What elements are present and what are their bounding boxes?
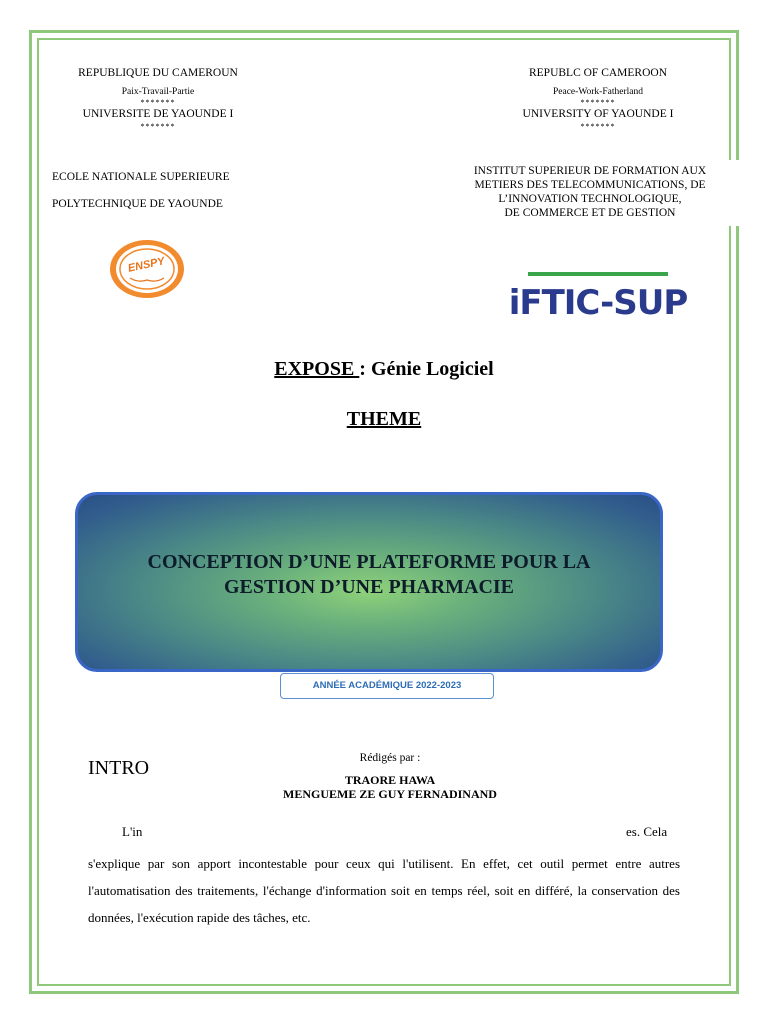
institute-line-1: INSTITUT SUPERIEUR DE FORMATION AUX	[473, 165, 707, 177]
separator: *******	[140, 122, 176, 131]
header-left	[40, 66, 276, 131]
enspy-logo	[108, 238, 186, 300]
theme-heading: THEME	[346, 408, 422, 430]
authors-block	[160, 745, 620, 801]
institute-name	[440, 160, 740, 226]
intro-heading: INTRO	[88, 757, 150, 779]
motto-en: Peace-Work-Fatherland	[553, 87, 643, 97]
academic-year-badge: ANNÉE ACADÉMIQUE 2022-2023	[280, 673, 494, 699]
title-line-1: CONCEPTION D’UNE PLATEFORME POUR LA	[147, 551, 591, 573]
expose-label: EXPOSE	[274, 358, 360, 380]
enspy-logo-text: ENSPY	[126, 255, 166, 275]
school-line-2: POLYTECHNIQUE DE YAOUNDE	[52, 198, 223, 210]
intro-paragraph: s'explique par son apport incontestable pour ceux qui l'utilisent. En effet, cet outil permet entre autres l'automatisation des traitements, l'échange d'information soit en temps réel, soit en différé, la conservation des données, l'exécution rapide des tâches, etc.	[88, 856, 680, 925]
country-en: REPUBLC OF CAMEROON	[528, 67, 668, 79]
paragraph-end: es. Cela	[626, 824, 668, 839]
expose-subject: : Génie Logiciel	[359, 358, 494, 380]
institute-line-4: DE COMMERCE ET DE GESTION	[504, 207, 676, 219]
title-box	[75, 492, 663, 672]
title-line-2: GESTION D’UNE PHARMACIE	[223, 576, 515, 598]
author-name-1: TRAORE HAWA	[344, 773, 436, 787]
separator: *******	[580, 122, 616, 131]
separator: *******	[580, 98, 616, 107]
expose-heading	[0, 358, 768, 381]
school-line-1: ECOLE NATIONALE SUPERIEURE	[52, 171, 230, 183]
motto-fr: Paix-Travail-Partie	[121, 87, 195, 97]
institute-line-3: L’INNOVATION TECHNOLOGIQUE,	[498, 193, 682, 205]
separator: *******	[140, 98, 176, 107]
university-fr: UNIVERSITE DE YAOUNDE I	[82, 108, 234, 120]
iftic-logo-text: iFTIC-SUP	[508, 283, 688, 323]
paragraph-start: L'in	[122, 824, 143, 839]
iftic-sup-logo	[508, 270, 688, 323]
university-en: UNIVERSITY OF YAOUNDE I	[522, 108, 674, 120]
author-name-2: MENGUEME ZE GUY FERNADINAND	[283, 787, 497, 801]
school-name	[40, 160, 274, 224]
document-title	[148, 550, 591, 600]
institute-line-2: METIERS DES TELECOMMUNICATIONS, DE	[474, 179, 706, 191]
header-right	[480, 66, 716, 131]
authors-label: Rédigés par :	[359, 752, 421, 764]
country-fr: REPUBLIQUE DU CAMEROUN	[78, 67, 238, 79]
